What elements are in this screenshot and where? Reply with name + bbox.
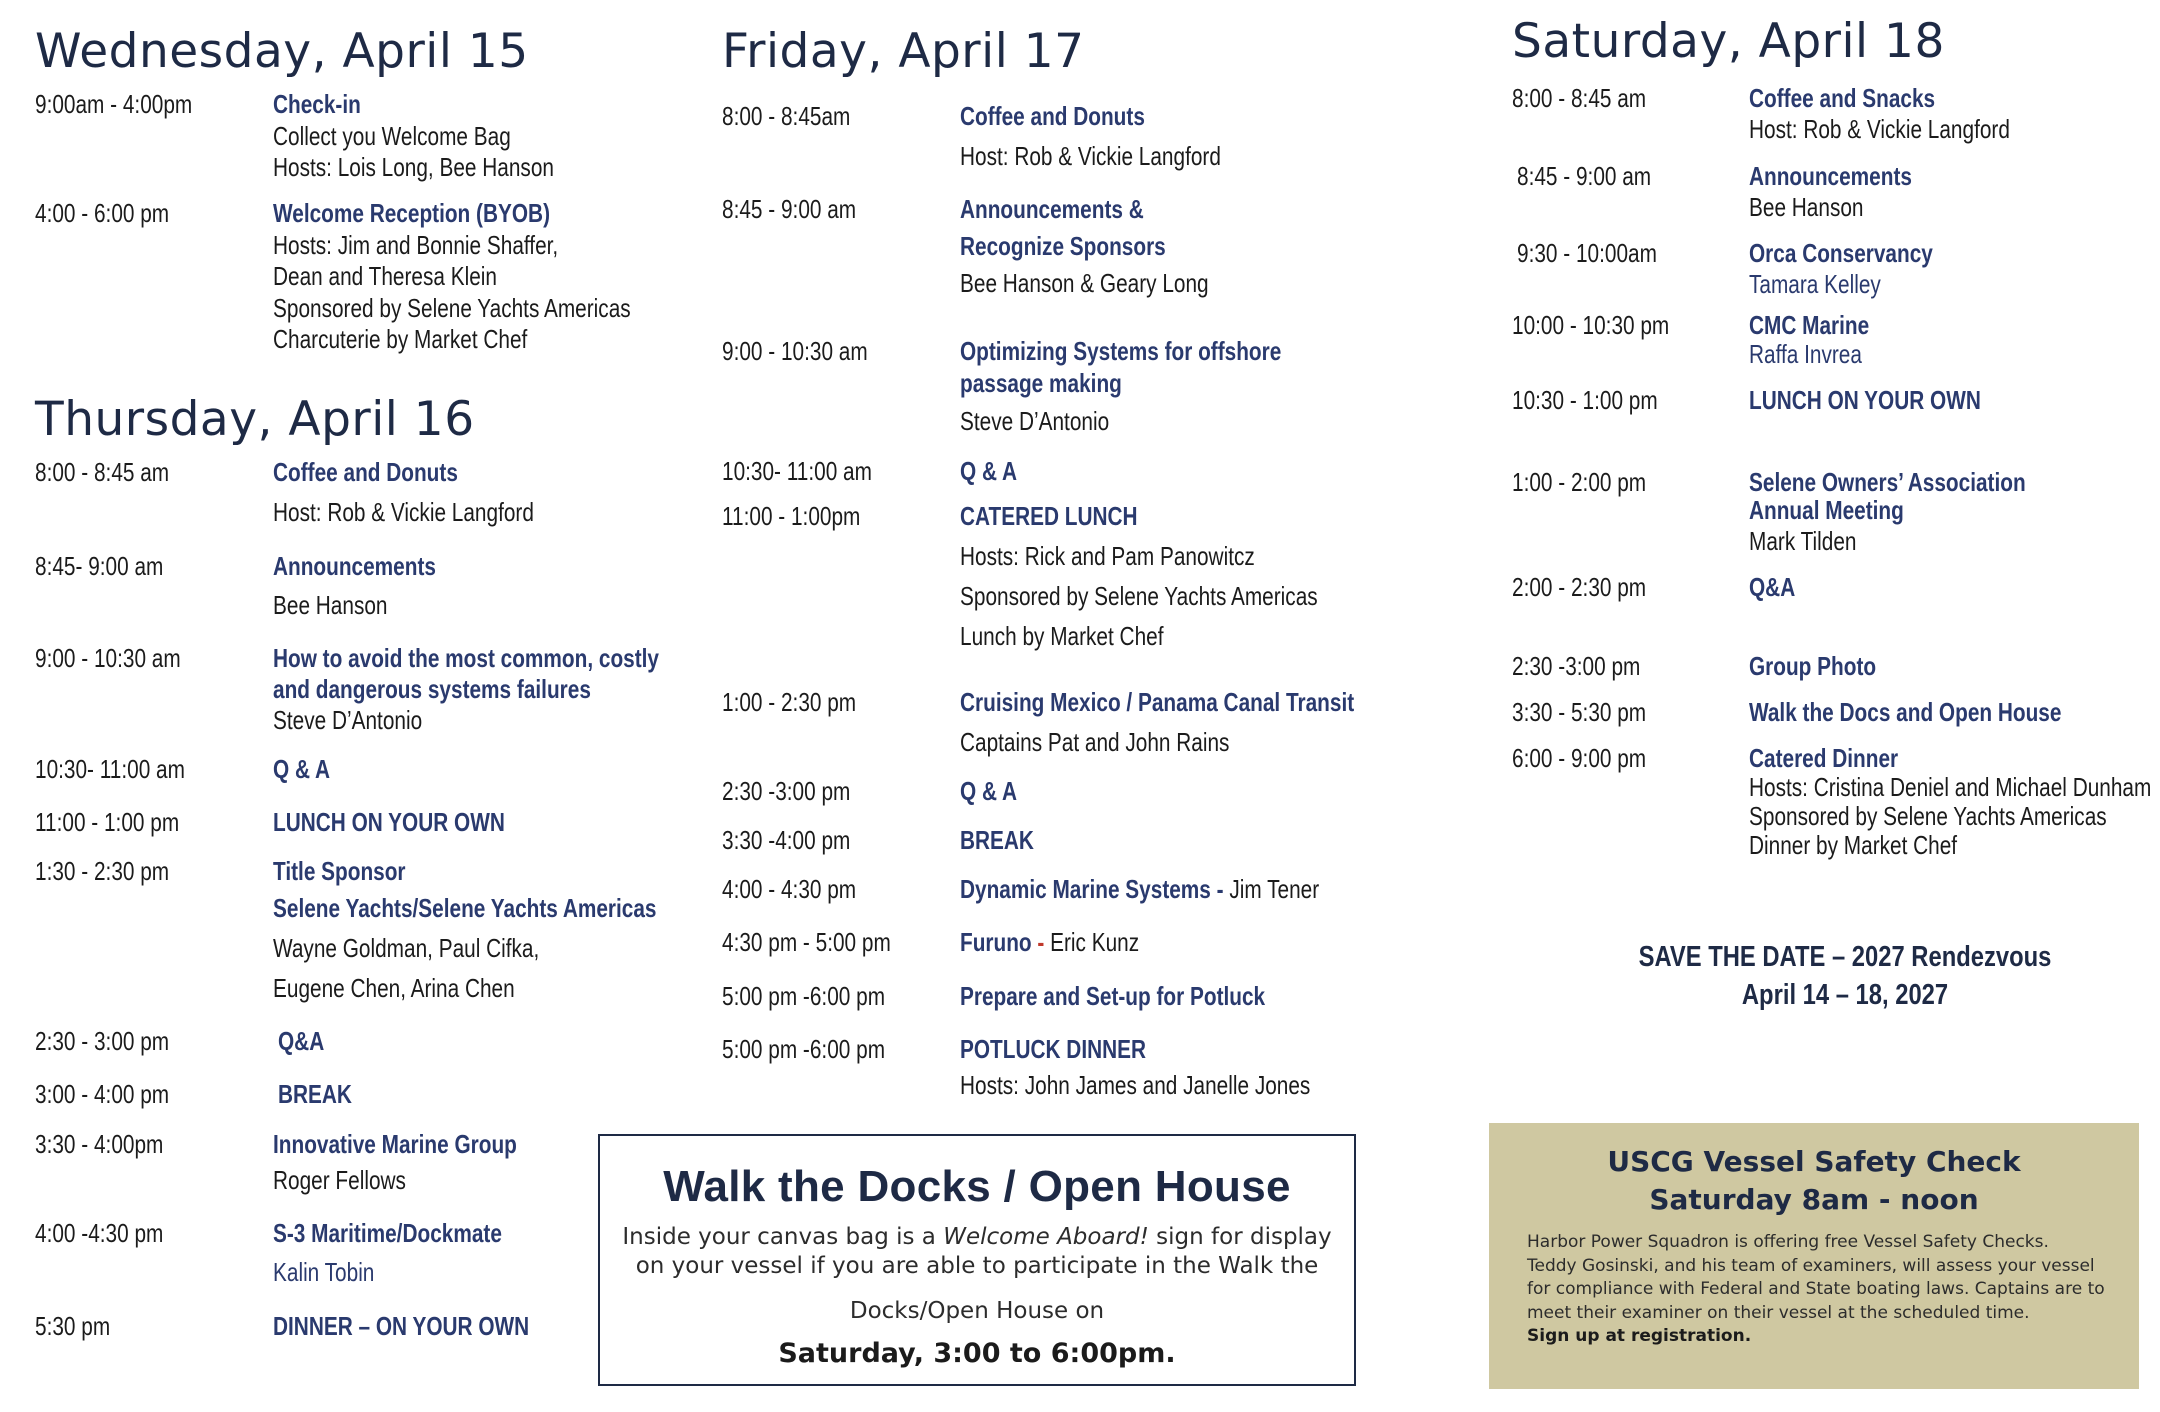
- event-detail: Kalin Tobin: [273, 1257, 375, 1287]
- time: 8:00 - 8:45am: [722, 101, 851, 131]
- event-title: Catered Dinner: [1749, 743, 1899, 773]
- time: 8:00 - 8:45 am: [1512, 83, 1647, 113]
- save-the-date-line1: SAVE THE DATE – 2027 Rendezvous: [1638, 941, 2052, 973]
- walk-the-docks-box: [598, 1134, 1356, 1386]
- time: 3:00 - 4:00 pm: [35, 1079, 170, 1109]
- event-title: LUNCH ON YOUR OWN: [273, 807, 505, 837]
- time: 10:30- 11:00 am: [722, 456, 872, 486]
- event-detail: Steve D’Antonio: [960, 406, 1110, 436]
- event-detail: Host: Rob & Vickie Langford: [960, 141, 1221, 171]
- event-title: Cruising Mexico / Panama Canal Transit: [960, 687, 1355, 717]
- time: 2:00 - 2:30 pm: [1512, 572, 1647, 602]
- walk-the-docks-text-line2: on your vessel if you are able to participate in the Walk the: [635, 1253, 1319, 1279]
- event-detail: Hosts: Jim and Bonnie Shaffer,: [273, 230, 559, 260]
- event-title: Announcements &: [960, 194, 1144, 224]
- event-name: Dynamic Marine Systems: [960, 874, 1211, 904]
- time: 3:30 - 4:00pm: [35, 1129, 164, 1159]
- event-title: Coffee and Donuts: [960, 101, 1145, 131]
- speaker-name: Eric Kunz: [1050, 927, 1140, 957]
- time: 2:30 -3:00 pm: [1512, 651, 1641, 681]
- uscg-body-line: Teddy Gosinski, and his team of examiners, will assess your vessel: [1527, 1255, 2095, 1276]
- day-title-wednesday: Wednesday, April 15: [35, 24, 529, 79]
- time: 1:30 - 2:30 pm: [35, 856, 170, 886]
- event-title: Q&A: [278, 1026, 325, 1056]
- time: 8:00 - 8:45 am: [35, 457, 170, 487]
- event-title-continued: Annual Meeting: [1749, 495, 1904, 525]
- event-title: Q&A: [1749, 572, 1796, 602]
- event-title: Announcements: [273, 551, 436, 581]
- time: 2:30 - 3:00 pm: [35, 1026, 170, 1056]
- event-detail: Collect you Welcome Bag: [273, 121, 511, 151]
- event-title: Selene Owners’ Association: [1749, 467, 2026, 497]
- event-detail: Hosts: Rick and Pam Panowitcz: [960, 541, 1255, 571]
- event-detail: Captains Pat and John Rains: [960, 727, 1230, 757]
- event-title-continued: and dangerous systems failures: [273, 674, 591, 704]
- event-title: BREAK: [278, 1079, 352, 1109]
- event-title: Coffee and Donuts: [273, 457, 458, 487]
- time: 4:00 - 4:30 pm: [722, 874, 857, 904]
- time: 9:00am - 4:00pm: [35, 89, 193, 119]
- time: 10:30 - 1:00 pm: [1512, 385, 1658, 415]
- event-title: Announcements: [1749, 161, 1912, 191]
- time: 2:30 -3:00 pm: [722, 776, 851, 806]
- day-title-friday: Friday, April 17: [722, 24, 1085, 79]
- event-title: Innovative Marine Group: [273, 1129, 517, 1159]
- event-title-continued: passage making: [960, 368, 1122, 398]
- event-detail: Charcuterie by Market Chef: [273, 324, 528, 354]
- event-title: Check-in: [273, 89, 361, 119]
- event-detail: Hosts: John James and Janelle Jones: [960, 1070, 1311, 1100]
- event-title: LUNCH ON YOUR OWN: [1749, 385, 1981, 415]
- event-detail: Bee Hanson: [1749, 192, 1864, 222]
- text-segment: sign for display: [1148, 1224, 1332, 1250]
- event-title: Q & A: [960, 776, 1018, 806]
- uscg-body-line: for compliance with Federal and State boating laws. Captains are to: [1527, 1279, 2105, 1299]
- event-title: Q & A: [960, 456, 1018, 486]
- event-title-continued: Selene Yachts/Selene Yachts Americas: [273, 893, 657, 923]
- time: 9:30 - 10:00am: [1517, 238, 1657, 268]
- event-title: CMC Marine: [1749, 310, 1870, 340]
- time: 1:00 - 2:30 pm: [722, 687, 857, 717]
- event-detail: Bee Hanson & Geary Long: [960, 268, 1209, 298]
- separator: -: [1031, 927, 1051, 957]
- save-the-date-line2: April 14 – 18, 2027: [1741, 979, 1949, 1011]
- time: 8:45 - 9:00 am: [1517, 161, 1652, 191]
- event-detail: Bee Hanson: [273, 590, 388, 620]
- time: 1:00 - 2:00 pm: [1512, 467, 1647, 497]
- uscg-signup-note: Sign up at registration.: [1527, 1326, 1752, 1346]
- event-detail: Tamara Kelley: [1749, 269, 1881, 299]
- time: 10:00 - 10:30 pm: [1512, 310, 1670, 340]
- event-title: Q & A: [273, 754, 331, 784]
- event-detail: Raffa Invrea: [1749, 339, 1862, 369]
- event-title: DINNER – ON YOUR OWN: [273, 1311, 530, 1341]
- walk-the-docks-text-line3: Docks/Open House on: [849, 1298, 1105, 1324]
- time: 8:45- 9:00 am: [35, 551, 164, 581]
- uscg-safety-check-box: [1489, 1123, 2139, 1389]
- event-detail: Eugene Chen, Arina Chen: [273, 973, 515, 1003]
- day-title-saturday: Saturday, April 18: [1512, 14, 1945, 69]
- event-detail: Steve D’Antonio: [273, 705, 423, 735]
- event-detail: Lunch by Market Chef: [960, 621, 1164, 651]
- time: 8:45 - 9:00 am: [722, 194, 857, 224]
- time: 3:30 -4:00 pm: [722, 825, 851, 855]
- uscg-body-line: Harbor Power Squadron is offering free Vessel Safety Checks.: [1527, 1232, 2049, 1252]
- event-detail: Sponsored by Selene Yachts Americas: [960, 581, 1318, 611]
- event-detail: Dinner by Market Chef: [1749, 830, 1958, 860]
- event-title: [960, 926, 1139, 958]
- day-title-thursday: Thursday, April 16: [35, 392, 475, 447]
- event-title: CATERED LUNCH: [960, 501, 1138, 531]
- time: 4:30 pm - 5:00 pm: [722, 927, 891, 957]
- time: 5:30 pm: [35, 1311, 111, 1341]
- event-detail: Sponsored by Selene Yachts Americas: [273, 293, 631, 323]
- event-detail: Hosts: Lois Long, Bee Hanson: [273, 152, 554, 182]
- uscg-description: [1527, 1231, 2117, 1349]
- time: 4:00 -4:30 pm: [35, 1218, 164, 1248]
- time: 5:00 pm -6:00 pm: [722, 1034, 886, 1064]
- time: 3:30 - 5:30 pm: [1512, 697, 1647, 727]
- event-detail: Dean and Theresa Klein: [273, 261, 497, 291]
- uscg-subtitle: Saturday 8am - noon: [1649, 1183, 1979, 1216]
- time: 11:00 - 1:00pm: [722, 501, 861, 531]
- event-detail: Host: Rob & Vickie Langford: [1749, 114, 2010, 144]
- event-title: Prepare and Set-up for Potluck: [960, 981, 1266, 1011]
- time: 5:00 pm -6:00 pm: [722, 981, 886, 1011]
- event-detail: Sponsored by Selene Yachts Americas: [1749, 801, 2107, 831]
- walk-the-docks-text-line1: [600, 1224, 1354, 1250]
- time: 11:00 - 1:00 pm: [35, 807, 180, 837]
- time: 4:00 - 6:00 pm: [35, 198, 170, 228]
- event-detail: Mark Tilden: [1749, 526, 1857, 556]
- event-title: Title Sponsor: [273, 856, 406, 886]
- uscg-body-line: meet their examiner on their vessel at the scheduled time.: [1527, 1302, 2030, 1323]
- event-name: Furuno: [960, 927, 1032, 957]
- event-detail: Roger Fellows: [273, 1165, 406, 1195]
- event-detail: Hosts: Cristina Deniel and Michael Dunham: [1749, 772, 2152, 802]
- walk-the-docks-title: Walk the Docks / Open House: [663, 1162, 1291, 1211]
- event-detail: Host: Rob & Vickie Langford: [273, 497, 534, 527]
- time: 10:30- 11:00 am: [35, 754, 185, 784]
- speaker-name: Jim Tener: [1229, 874, 1320, 904]
- event-title: Group Photo: [1749, 651, 1877, 681]
- time: 6:00 - 9:00 pm: [1512, 743, 1647, 773]
- walk-the-docks-time: Saturday, 3:00 to 6:00pm.: [778, 1338, 1176, 1369]
- event-title-continued: Recognize Sponsors: [960, 231, 1166, 261]
- uscg-title: USCG Vessel Safety Check: [1607, 1145, 2021, 1178]
- event-title: Optimizing Systems for offshore: [960, 336, 1282, 366]
- event-title: POTLUCK DINNER: [960, 1034, 1147, 1064]
- event-title: S-3 Maritime/Dockmate: [273, 1218, 502, 1248]
- event-title: Orca Conservancy: [1749, 238, 1933, 268]
- event-title: [960, 873, 1319, 905]
- separator: -: [1210, 874, 1230, 904]
- time: 9:00 - 10:30 am: [722, 336, 868, 366]
- event-detail: Wayne Goldman, Paul Cifka,: [273, 933, 540, 963]
- event-title: Walk the Docs and Open House: [1749, 697, 2062, 727]
- event-title: Welcome Reception (BYOB): [273, 198, 550, 228]
- text-segment: Inside your canvas bag is a: [622, 1224, 944, 1250]
- event-title: How to avoid the most common, costly: [273, 643, 659, 673]
- welcome-aboard-emphasis: Welcome Aboard!: [943, 1224, 1149, 1250]
- event-title: BREAK: [960, 825, 1034, 855]
- time: 9:00 - 10:30 am: [35, 643, 181, 673]
- event-title: Coffee and Snacks: [1749, 83, 1936, 113]
